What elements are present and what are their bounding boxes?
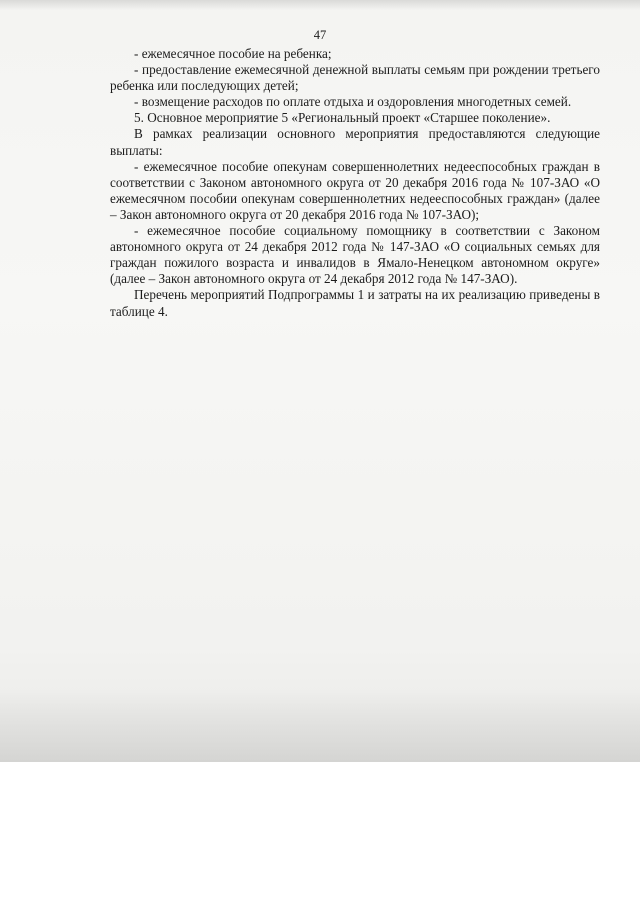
paragraph-social-assistant-allowance: - ежемесячное пособие социальному помощнику в соответствии с Законом автономного округа от 24 декабря 2012 года № 147-ЗАО «О социальных семьях для граждан пожилого возраста и инвалидов в Ямало-Ненецком автономном округе» (далее – Закон автономного округа от 24 декабря 2012 года № 147-ЗАО). [110, 223, 600, 287]
page-number: 47 [313, 28, 327, 42]
paragraph-third-child-payment: - предоставление ежемесячной денежной выплаты семьям при рождении третьего ребенка или последующих детей; [110, 62, 600, 94]
paragraph-payments-intro: В рамках реализации основного мероприятия предоставляются следующие выплаты: [110, 126, 600, 158]
paragraph-main-activity-5: 5. Основное мероприятие 5 «Региональный проект «Старшее поколение». [134, 110, 551, 126]
scan-bottom-shadow [0, 690, 640, 760]
paragraph-large-family-rest: - возмещение расходов по оплате отдыха и оздоровления многодетных семей. [134, 94, 572, 110]
paragraph-child-allowance: - ежемесячное пособие на ребенка; [134, 46, 332, 61]
document-body [110, 46, 600, 320]
paragraph-table-reference: Перечень мероприятий Подпрограммы 1 и затраты на их реализацию приведены в таблице 4. [110, 287, 600, 319]
paragraph-guardian-allowance: - ежемесячное пособие опекунам совершеннолетних недееспособных граждан в соответствии с Законом автономного округа от 20 декабря 2016 года № 107-ЗАО «О ежемесячном пособии опекунам совершеннолетних недееспособных граждан» (далее – Закон автономного округа от 20 декабря 2016 года № 107-ЗАО); [110, 158, 600, 222]
scan-top-shadow [0, 0, 640, 10]
